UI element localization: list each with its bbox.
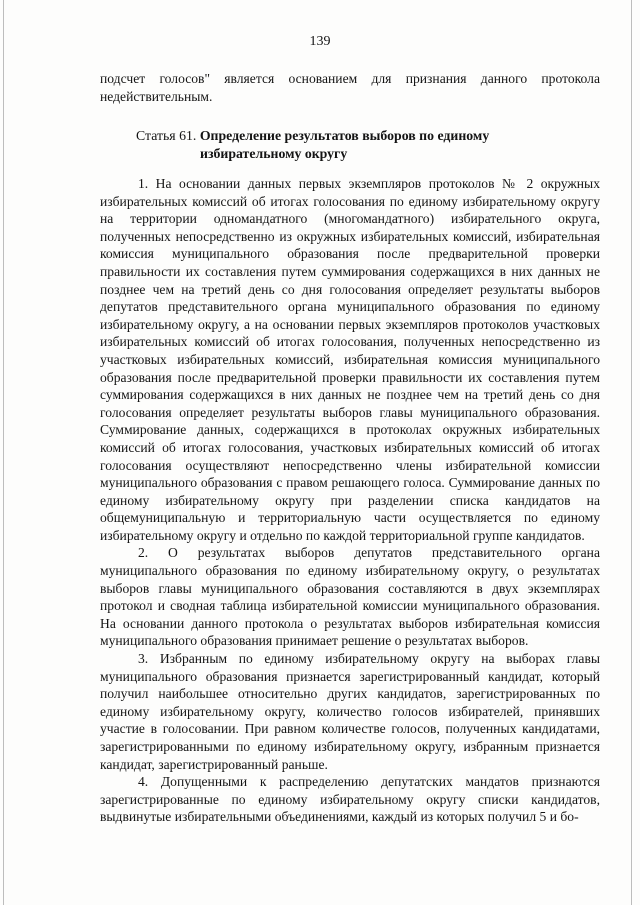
scan-edge-right xyxy=(631,0,632,905)
article-body xyxy=(100,175,600,826)
article-number: Статья 61. xyxy=(136,128,197,143)
paragraph-3: 3. Избранным по единому избирательному округу на выборах главы муниципального образования признается зарегистрированный кандидат, который получил наибольшее относительно других кандидатов, зарегистрированных по единому избирательному округу, количество голосов избирателей, принявших участие в голосовании. При равном количестве голосов, полученных кандидатами, зарегистрированными по единому избирательному округу, избранным признается кандидат, зарегистрированный раньше. xyxy=(100,651,600,772)
paragraph-4: 4. Допущенными к распределению депутатских мандатов признаются зарегистрированные по единому избирательному округу списки кандидатов, выдвинутые избирательными объединениями, каждый из которых получил 5 и бо- xyxy=(100,774,600,825)
intro-text: подсчет голосов" является основанием для признания данного протокола недействительным. xyxy=(100,71,600,104)
article-title-line-1: Определение результатов выборов по единому xyxy=(199,128,490,143)
scan-edge-left xyxy=(3,0,4,905)
paragraph-2: 2. О результатах выборов депутатов представительного органа муниципального образования по единому избирательному округу, о результатах выборов главы муниципального образования составляются в двух экземплярах протокол и сводная таблица избирательной комиссии муниципального образования. На основании данного протокола о результатах выборов избирательная комиссия муниципального образования принимает решение о результатах выборов. xyxy=(100,545,600,649)
heading-line-1 xyxy=(136,127,556,145)
paragraph-1: 1. На основании данных первых экземпляров протоколов № 2 окружных избирательных комиссий об итогах голосования по единому избирательному округу на территории одномандатного (многомандатного) избирательного округа, полученных непосредственно из окружных избирательных комиссий, избирательная комиссия муниципального образования после предварительной проверки правильности их составления путем суммирования содержащихся в них данных не позднее чем на третий день со дня голосования определяет результаты выборов депутатов представительного органа муниципального образования по единому избирательному округу, а на основании первых экземпляров протоколов участковых избирательных комиссий об итогах голосования, полученных непосредственно из участковых избирательных комиссий, избирательная комиссия муниципального образования после предварительной проверки правильности их составления путем суммирования содержащихся в них данных не позднее чем на третий день со дня голосования определяет результаты выборов главы муниципального образования. Суммирование данных, содержащихся в протоколах окружных избирательных комиссий об итогах голосования, участковых избирательных комиссий об итогах голосования осуществляют непосредственно члены избирательной комиссии муниципального образования с правом решающего голоса. Суммирование данных по единому избирательному округу при разделении списка кандидатов на общемуниципальную и территориальную части осуществляется по единому избирательному округу и отдельно по каждой территориальной группе кандидатов. xyxy=(100,176,600,543)
article-heading xyxy=(136,127,556,162)
page-number: 139 xyxy=(309,34,331,49)
intro-paragraph xyxy=(100,70,600,105)
article-title-line-2: избирательному округу xyxy=(200,145,348,161)
